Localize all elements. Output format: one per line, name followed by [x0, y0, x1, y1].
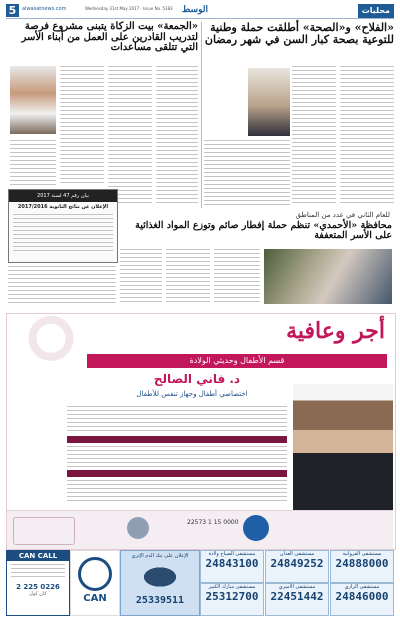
social-icons [13, 517, 75, 545]
ad-section-bar [67, 470, 287, 477]
working-hours-list [67, 480, 287, 504]
left-article-headline: «الجمعة» بيت الزكاة يتبنى مشروع فرصة لتدريب القادرين على العمل من أبناء الأسر التي تتلقى مساعدات [21, 21, 198, 53]
hospital-number-cell [265, 550, 329, 583]
hospital-numbers-grid [200, 550, 394, 614]
doctor-name: د. فاني الصالح [153, 372, 241, 386]
hospital-phone: 24843100 [205, 557, 259, 570]
can-call-text [11, 564, 65, 580]
hospital-phone: 24846000 [335, 590, 389, 603]
column-divider [201, 22, 202, 208]
official-notice-box [8, 189, 118, 263]
can-brand-ad [70, 550, 120, 616]
blood-bank-title: الإعلان على بنك الدم الإثري [131, 553, 189, 559]
notice-title: الإعلان عن نتائج الثانوية 2017/2016 [17, 204, 109, 210]
can-call-subtitle: كان كول [29, 591, 47, 597]
official-portrait [248, 68, 290, 136]
date-line: Wednesday 31st May 2017 · Issue No. 5383 [85, 6, 173, 11]
can-brand-name: CAN [83, 593, 107, 604]
website-url: alwasatnews.com [22, 6, 67, 12]
hospital-label: مستشفى الفروانية [342, 551, 382, 557]
hospital-logo-icon [127, 517, 149, 539]
left-article-body-col3 [156, 66, 198, 206]
tiger-logo-icon [135, 562, 185, 592]
can-logo-icon [78, 557, 112, 591]
brand-badge-icon [243, 515, 269, 541]
official-portrait [10, 66, 56, 134]
page-number: 5 [6, 4, 19, 17]
hospital-phone: 24888000 [335, 557, 389, 570]
middle-article-body-col2 [166, 249, 210, 305]
middle-article-body-col4 [8, 266, 116, 306]
can-call-phone: 2 225 0226 [16, 583, 60, 591]
hospital-number-cell [200, 583, 264, 616]
ad-banner-title: أجر وعافية [286, 318, 385, 344]
middle-article-body-col3 [120, 249, 162, 305]
newspaper-logo: الوسط [182, 5, 208, 15]
hospital-label: مستشفى الصباح ولادة [208, 551, 256, 557]
left-article-body-col2 [108, 66, 152, 206]
blood-bank-phone: 25339511 [135, 595, 185, 606]
hospital-number-cell [265, 583, 329, 616]
left-article-body-col4 [10, 140, 56, 186]
hospital-phone: 24849252 [270, 557, 324, 570]
hospital-label: مستشفى الرازي [344, 584, 380, 590]
hospital-phone: 22451442 [270, 590, 324, 603]
hospital-number-cell [200, 550, 264, 583]
ad-section-bar [67, 436, 287, 443]
services-list [67, 446, 287, 468]
middle-article-kicker: للعام الثاني في عدد من المناطق [295, 211, 390, 219]
hospital-label: مستشفى العدان [279, 551, 315, 557]
hospital-label: مستشفى الأميري [278, 584, 316, 590]
ad-department: قسم الأطفال وحديثي الولادة [87, 354, 387, 368]
ad-footer [7, 510, 393, 549]
qualification-list [67, 406, 287, 434]
hospital-phone: 25312700 [205, 590, 259, 603]
right-article-body-col2 [292, 66, 336, 206]
left-article-body-col1 [60, 66, 104, 186]
notice-body [13, 214, 113, 254]
section-label: محليات [358, 4, 394, 18]
middle-article-headline: محافظة «الأحمدي» تنظم حملة إفطار صائم وتوزع المواد الغذائية على الأسر المتعففة [135, 220, 392, 241]
right-article-headline: «الفلاح» و«الصحة» أطلقت حملة وطنية للتوعية بصحة كبار السن في شهر رمضان [204, 21, 394, 46]
hospital-number-cell [330, 583, 394, 616]
blood-bank-ad [120, 550, 200, 616]
can-call-ad [6, 550, 70, 616]
right-article-body-col3 [204, 140, 290, 206]
ad-phone-numbers: 22573 1 15 0000 [187, 519, 239, 526]
iftar-campaign-photo [264, 249, 392, 304]
notice-subtitle: بيان رقم 47 لسنة 2017 [9, 190, 117, 202]
can-call-title: CAN CALL [7, 551, 69, 561]
right-article-body-col1 [340, 66, 394, 206]
hospital-label: مستشفى مبارك الكبير [208, 584, 256, 590]
hospital-number-cell [330, 550, 394, 583]
medical-advertisement [6, 313, 396, 550]
doctor-specialty: اختصاصي أطفال وجهاز تنفس للأطفال [136, 390, 248, 398]
middle-article-body-col1 [214, 249, 260, 305]
